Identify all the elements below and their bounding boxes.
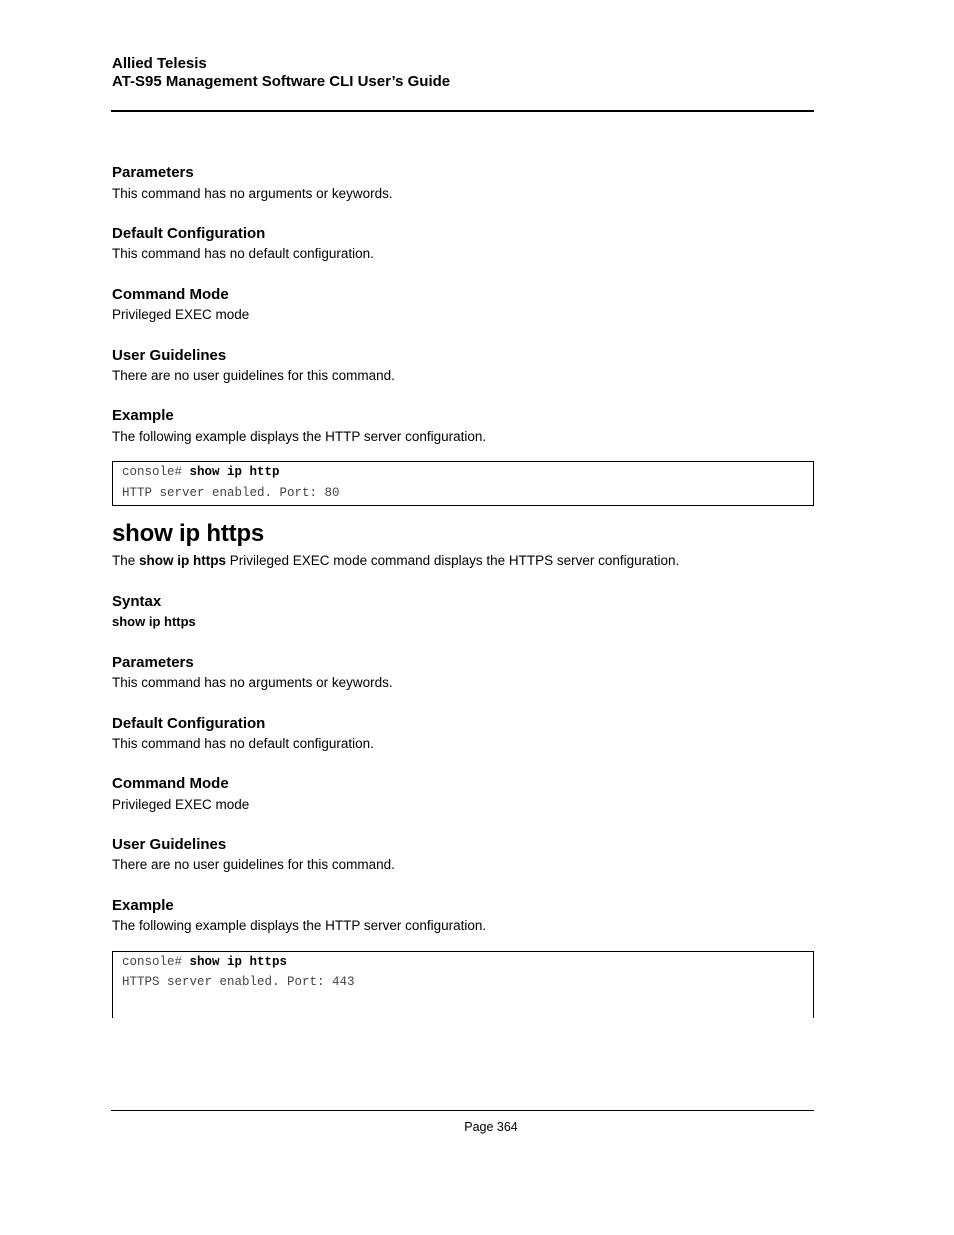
prev-default-config-text: This command has no default configuration. <box>112 246 374 261</box>
header-guide-title: AT-S95 Management Software CLI User’s Guide <box>112 73 451 90</box>
prev-example-prompt: console# <box>122 465 190 479</box>
page-number: Page 364 <box>464 1120 518 1134</box>
command-description-prefix: The <box>112 553 140 568</box>
example-command-line <box>122 955 287 970</box>
syntax-heading: Syntax <box>112 593 162 610</box>
example-code-box <box>112 951 814 1018</box>
prev-example-output: HTTP server enabled. Port: 80 <box>122 486 340 500</box>
prev-example-command-line <box>122 465 280 480</box>
prev-command-mode-heading: Command Mode <box>112 286 229 303</box>
example-text: The following example displays the HTTP server configuration. <box>112 918 487 933</box>
command-description-cmd: show ip https <box>139 553 227 568</box>
footer-rule <box>111 1110 814 1111</box>
header-company: Allied Telesis <box>112 55 207 72</box>
prev-parameters-heading: Parameters <box>112 164 194 181</box>
user-guidelines-heading: User Guidelines <box>112 836 227 853</box>
example-command: show ip https <box>189 955 288 969</box>
prev-user-guidelines-text: There are no user guidelines for this command. <box>112 368 395 383</box>
prev-example-code-box <box>112 461 814 506</box>
prev-example-command: show ip http <box>189 465 280 479</box>
example-prompt: console# <box>122 955 190 969</box>
example-output: HTTPS server enabled. Port: 443 <box>122 975 355 989</box>
prev-command-mode-text: Privileged EXEC mode <box>112 307 250 322</box>
prev-parameters-text: This command has no arguments or keywords. <box>112 186 393 201</box>
parameters-heading: Parameters <box>112 654 194 671</box>
prev-example-heading: Example <box>112 407 174 424</box>
command-title: show ip https <box>112 520 265 547</box>
syntax-text: show ip https <box>112 614 196 629</box>
parameters-text: This command has no arguments or keywords. <box>112 675 393 690</box>
prev-example-text: The following example displays the HTTP server configuration. <box>112 429 487 444</box>
default-config-heading: Default Configuration <box>112 715 266 732</box>
example-heading: Example <box>112 897 174 914</box>
user-guidelines-text: There are no user guidelines for this command. <box>112 857 395 872</box>
prev-user-guidelines-heading: User Guidelines <box>112 347 227 364</box>
command-description <box>112 552 679 569</box>
command-description-suffix: Privileged EXEC mode command displays the HTTPS server configuration. <box>226 553 680 568</box>
command-mode-heading: Command Mode <box>112 775 229 792</box>
default-config-text: This command has no default configuration. <box>112 736 374 751</box>
command-mode-text: Privileged EXEC mode <box>112 797 250 812</box>
header-rule <box>111 110 814 112</box>
prev-default-config-heading: Default Configuration <box>112 225 266 242</box>
